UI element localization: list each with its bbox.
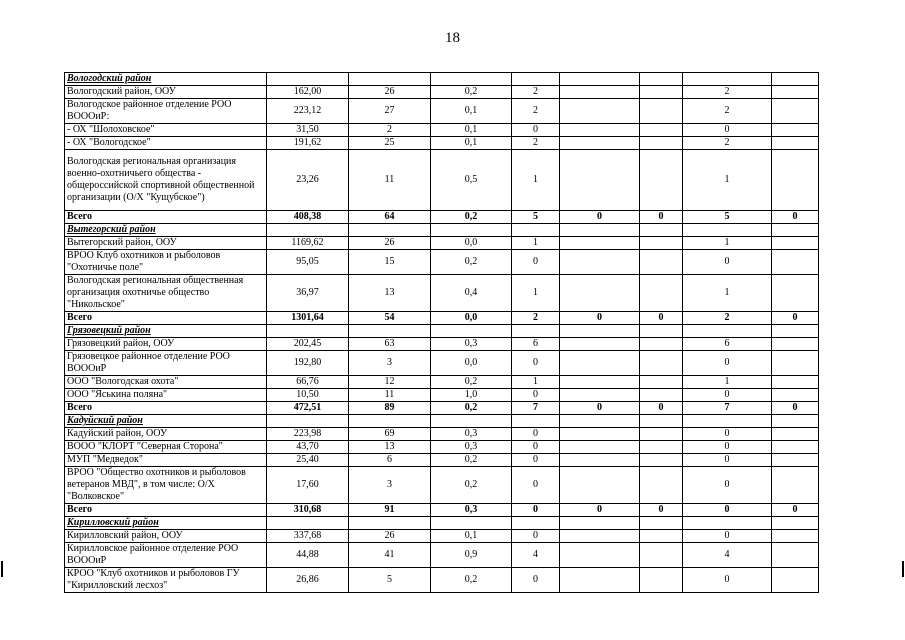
value-cell bbox=[560, 530, 640, 543]
value-cell bbox=[640, 150, 683, 211]
total-row bbox=[65, 504, 819, 517]
right-edge-mark bbox=[902, 561, 904, 577]
organization-name: Вологодский район, ООУ bbox=[65, 86, 267, 99]
organization-name: Грязовецкое районное отделение РОО ВОООиР bbox=[65, 351, 267, 376]
value-cell bbox=[640, 543, 683, 568]
value-cell bbox=[560, 99, 640, 124]
value-cell bbox=[640, 467, 683, 504]
empty-cell bbox=[683, 415, 772, 428]
value-cell bbox=[772, 467, 819, 504]
total-value-cell: 310,68 bbox=[267, 504, 349, 517]
table-row bbox=[65, 441, 819, 454]
value-cell: 0,3 bbox=[431, 441, 512, 454]
value-cell bbox=[640, 338, 683, 351]
empty-cell bbox=[683, 517, 772, 530]
value-cell: 41 bbox=[349, 543, 431, 568]
total-value-cell: 0 bbox=[560, 211, 640, 224]
value-cell bbox=[772, 99, 819, 124]
section-header bbox=[65, 224, 819, 237]
section-header bbox=[65, 415, 819, 428]
value-cell bbox=[640, 275, 683, 312]
table-row bbox=[65, 389, 819, 402]
total-value-cell: 0,0 bbox=[431, 312, 512, 325]
value-cell: 10,50 bbox=[267, 389, 349, 402]
value-cell: 1169,62 bbox=[267, 237, 349, 250]
value-cell: 223,12 bbox=[267, 99, 349, 124]
empty-cell bbox=[431, 415, 512, 428]
empty-cell bbox=[349, 224, 431, 237]
total-value-cell: 64 bbox=[349, 211, 431, 224]
table-row bbox=[65, 137, 819, 150]
value-cell bbox=[560, 275, 640, 312]
total-value-cell: 0 bbox=[560, 312, 640, 325]
organization-name: ВРОО "Общество охотников и рыболовов ветеранов МВД", в том числе: О/Х "Волковское" bbox=[65, 467, 267, 504]
value-cell bbox=[560, 428, 640, 441]
empty-cell bbox=[431, 224, 512, 237]
value-cell bbox=[640, 441, 683, 454]
table-row bbox=[65, 250, 819, 275]
value-cell bbox=[640, 86, 683, 99]
total-value-cell: 0 bbox=[560, 504, 640, 517]
total-value-cell: 0 bbox=[640, 312, 683, 325]
empty-cell bbox=[349, 73, 431, 86]
empty-cell bbox=[560, 415, 640, 428]
value-cell bbox=[772, 338, 819, 351]
value-cell: 0 bbox=[512, 250, 560, 275]
value-cell: 0 bbox=[683, 441, 772, 454]
value-cell bbox=[640, 568, 683, 593]
organization-name: Грязовецкий район, ООУ bbox=[65, 338, 267, 351]
value-cell: 0,2 bbox=[431, 250, 512, 275]
total-value-cell: 0,2 bbox=[431, 211, 512, 224]
empty-cell bbox=[512, 517, 560, 530]
table-row bbox=[65, 376, 819, 389]
total-value-cell: 0 bbox=[512, 504, 560, 517]
value-cell bbox=[640, 237, 683, 250]
total-value-cell: 7 bbox=[683, 402, 772, 415]
total-value-cell: 0 bbox=[772, 504, 819, 517]
table-row bbox=[65, 467, 819, 504]
value-cell: 0 bbox=[683, 428, 772, 441]
empty-cell bbox=[772, 73, 819, 86]
value-cell: 0 bbox=[512, 351, 560, 376]
hunting-grounds-table bbox=[64, 72, 819, 593]
value-cell bbox=[560, 543, 640, 568]
value-cell: 0 bbox=[683, 351, 772, 376]
organization-name: Кирилловский район, ООУ bbox=[65, 530, 267, 543]
total-value-cell: 0 bbox=[683, 504, 772, 517]
value-cell bbox=[772, 454, 819, 467]
organization-name: Кадуйский район, ООУ bbox=[65, 428, 267, 441]
value-cell: 191,62 bbox=[267, 137, 349, 150]
empty-cell bbox=[772, 325, 819, 338]
value-cell bbox=[560, 237, 640, 250]
value-cell: 25,40 bbox=[267, 454, 349, 467]
empty-cell bbox=[772, 517, 819, 530]
value-cell bbox=[560, 389, 640, 402]
empty-cell bbox=[560, 517, 640, 530]
value-cell: 0,2 bbox=[431, 568, 512, 593]
value-cell: 202,45 bbox=[267, 338, 349, 351]
value-cell: 25 bbox=[349, 137, 431, 150]
value-cell: 0,1 bbox=[431, 530, 512, 543]
value-cell: 0 bbox=[512, 441, 560, 454]
table-row bbox=[65, 99, 819, 124]
table-row bbox=[65, 351, 819, 376]
empty-cell bbox=[683, 224, 772, 237]
empty-cell bbox=[772, 415, 819, 428]
value-cell: 0,5 bbox=[431, 150, 512, 211]
value-cell: 36,97 bbox=[267, 275, 349, 312]
empty-cell bbox=[431, 73, 512, 86]
empty-cell bbox=[349, 325, 431, 338]
total-value-cell: 89 bbox=[349, 402, 431, 415]
organization-name: Кирилловское районное отделение РОО ВОООиР bbox=[65, 543, 267, 568]
value-cell bbox=[560, 124, 640, 137]
value-cell: 2 bbox=[683, 99, 772, 124]
empty-cell bbox=[512, 224, 560, 237]
value-cell: 3 bbox=[349, 467, 431, 504]
section-title: Вытегорский район bbox=[65, 224, 267, 237]
value-cell: 0,3 bbox=[431, 428, 512, 441]
value-cell bbox=[640, 351, 683, 376]
section-title: Кирилловский район bbox=[65, 517, 267, 530]
value-cell: 2 bbox=[683, 86, 772, 99]
value-cell: 27 bbox=[349, 99, 431, 124]
value-cell: 31,50 bbox=[267, 124, 349, 137]
total-value-cell: 0 bbox=[640, 402, 683, 415]
value-cell: 1,0 bbox=[431, 389, 512, 402]
value-cell: 26 bbox=[349, 237, 431, 250]
value-cell bbox=[772, 250, 819, 275]
value-cell: 66,76 bbox=[267, 376, 349, 389]
empty-cell bbox=[512, 415, 560, 428]
table-row bbox=[65, 150, 819, 211]
value-cell bbox=[772, 351, 819, 376]
value-cell: 0 bbox=[683, 568, 772, 593]
value-cell: 2 bbox=[512, 86, 560, 99]
empty-cell bbox=[640, 224, 683, 237]
value-cell: 337,68 bbox=[267, 530, 349, 543]
total-value-cell: 5 bbox=[683, 211, 772, 224]
value-cell: 1 bbox=[683, 275, 772, 312]
value-cell: 26,86 bbox=[267, 568, 349, 593]
section-title: Грязовецкий район bbox=[65, 325, 267, 338]
value-cell: 0 bbox=[512, 467, 560, 504]
value-cell: 13 bbox=[349, 441, 431, 454]
empty-cell bbox=[267, 415, 349, 428]
value-cell: 1 bbox=[512, 150, 560, 211]
value-cell bbox=[640, 124, 683, 137]
value-cell: 0,1 bbox=[431, 137, 512, 150]
total-row bbox=[65, 312, 819, 325]
value-cell: 44,88 bbox=[267, 543, 349, 568]
value-cell: 1 bbox=[683, 376, 772, 389]
empty-cell bbox=[512, 325, 560, 338]
value-cell: 1 bbox=[512, 376, 560, 389]
value-cell: 0,4 bbox=[431, 275, 512, 312]
value-cell: 2 bbox=[683, 137, 772, 150]
total-value-cell: 54 bbox=[349, 312, 431, 325]
total-value-cell: 0 bbox=[772, 402, 819, 415]
table-row bbox=[65, 86, 819, 99]
total-value-cell: 1301,64 bbox=[267, 312, 349, 325]
table-row bbox=[65, 338, 819, 351]
value-cell: 0 bbox=[683, 467, 772, 504]
empty-cell bbox=[640, 517, 683, 530]
value-cell: 0,3 bbox=[431, 338, 512, 351]
value-cell: 223,98 bbox=[267, 428, 349, 441]
value-cell: 1 bbox=[512, 237, 560, 250]
table-row bbox=[65, 568, 819, 593]
value-cell: 2 bbox=[512, 99, 560, 124]
value-cell: 0 bbox=[683, 124, 772, 137]
value-cell bbox=[772, 237, 819, 250]
table-row bbox=[65, 275, 819, 312]
total-label: Всего bbox=[65, 402, 267, 415]
value-cell: 0,2 bbox=[431, 376, 512, 389]
value-cell bbox=[560, 150, 640, 211]
value-cell: 0 bbox=[512, 124, 560, 137]
value-cell: 2 bbox=[349, 124, 431, 137]
value-cell: 0,1 bbox=[431, 99, 512, 124]
page-number: 18 bbox=[445, 30, 460, 46]
value-cell: 43,70 bbox=[267, 441, 349, 454]
total-value-cell: 2 bbox=[683, 312, 772, 325]
total-value-cell: 0,2 bbox=[431, 402, 512, 415]
value-cell: 0,0 bbox=[431, 351, 512, 376]
value-cell: 0,2 bbox=[431, 454, 512, 467]
total-value-cell: 5 bbox=[512, 211, 560, 224]
total-row bbox=[65, 211, 819, 224]
value-cell: 11 bbox=[349, 389, 431, 402]
organization-name: КРОО "Клуб охотников и рыболовов ГУ "Кирилловский лесхоз" bbox=[65, 568, 267, 593]
value-cell bbox=[640, 389, 683, 402]
value-cell: 6 bbox=[683, 338, 772, 351]
section-title: Вологодский район bbox=[65, 73, 267, 86]
table-row bbox=[65, 543, 819, 568]
total-value-cell: 0,3 bbox=[431, 504, 512, 517]
organization-name: ВРОО Клуб охотников и рыболовов "Охотничье поле" bbox=[65, 250, 267, 275]
empty-cell bbox=[512, 73, 560, 86]
value-cell: 0 bbox=[683, 389, 772, 402]
value-cell: 6 bbox=[512, 338, 560, 351]
value-cell bbox=[640, 376, 683, 389]
empty-cell bbox=[560, 73, 640, 86]
total-value-cell: 0 bbox=[772, 211, 819, 224]
value-cell bbox=[560, 568, 640, 593]
organization-name: ООО "Вологодская охота" bbox=[65, 376, 267, 389]
value-cell: 0,1 bbox=[431, 124, 512, 137]
value-cell bbox=[640, 454, 683, 467]
value-cell: 0 bbox=[683, 530, 772, 543]
value-cell: 0,2 bbox=[431, 86, 512, 99]
value-cell: 11 bbox=[349, 150, 431, 211]
value-cell: 1 bbox=[512, 275, 560, 312]
organization-name: ВОOO "КЛОРТ "Северная Сторона" bbox=[65, 441, 267, 454]
value-cell: 0,2 bbox=[431, 467, 512, 504]
value-cell: 0 bbox=[512, 568, 560, 593]
value-cell bbox=[772, 530, 819, 543]
value-cell bbox=[560, 376, 640, 389]
organization-name: Вологодское районное отделение РОО ВОООиР: bbox=[65, 99, 267, 124]
value-cell bbox=[560, 86, 640, 99]
total-value-cell: 7 bbox=[512, 402, 560, 415]
empty-cell bbox=[640, 415, 683, 428]
total-value-cell: 472,51 bbox=[267, 402, 349, 415]
section-header bbox=[65, 325, 819, 338]
total-row bbox=[65, 402, 819, 415]
table-row bbox=[65, 428, 819, 441]
value-cell: 6 bbox=[349, 454, 431, 467]
empty-cell bbox=[772, 224, 819, 237]
value-cell bbox=[772, 150, 819, 211]
value-cell bbox=[772, 86, 819, 99]
value-cell bbox=[772, 124, 819, 137]
total-value-cell: 0 bbox=[772, 312, 819, 325]
value-cell: 69 bbox=[349, 428, 431, 441]
value-cell bbox=[772, 376, 819, 389]
total-value-cell: 91 bbox=[349, 504, 431, 517]
value-cell bbox=[640, 428, 683, 441]
value-cell: 3 bbox=[349, 351, 431, 376]
section-title: Кадуйский район bbox=[65, 415, 267, 428]
empty-cell bbox=[431, 325, 512, 338]
value-cell: 192,80 bbox=[267, 351, 349, 376]
organization-name: Вологодская региональная организация военно-охотничьего общества - общероссийской спортивной общественной организации (О/Х "Кущубское") bbox=[65, 150, 267, 211]
value-cell: 26 bbox=[349, 530, 431, 543]
value-cell: 4 bbox=[683, 543, 772, 568]
empty-cell bbox=[267, 325, 349, 338]
value-cell: 2 bbox=[512, 137, 560, 150]
value-cell bbox=[560, 338, 640, 351]
value-cell: 0 bbox=[512, 389, 560, 402]
table-row bbox=[65, 454, 819, 467]
empty-cell bbox=[349, 517, 431, 530]
organization-name: МУП "Медведок" bbox=[65, 454, 267, 467]
value-cell: 0,0 bbox=[431, 237, 512, 250]
empty-cell bbox=[560, 224, 640, 237]
value-cell: 1 bbox=[683, 237, 772, 250]
value-cell bbox=[640, 250, 683, 275]
value-cell bbox=[772, 568, 819, 593]
total-label: Всего bbox=[65, 312, 267, 325]
value-cell: 162,00 bbox=[267, 86, 349, 99]
empty-cell bbox=[267, 517, 349, 530]
value-cell: 0 bbox=[512, 454, 560, 467]
value-cell: 0 bbox=[683, 250, 772, 275]
value-cell: 4 bbox=[512, 543, 560, 568]
organization-name: - ОХ "Вологодское" bbox=[65, 137, 267, 150]
value-cell bbox=[640, 99, 683, 124]
value-cell: 23,26 bbox=[267, 150, 349, 211]
value-cell: 95,05 bbox=[267, 250, 349, 275]
empty-cell bbox=[431, 517, 512, 530]
value-cell bbox=[640, 530, 683, 543]
value-cell: 0 bbox=[683, 454, 772, 467]
value-cell bbox=[560, 250, 640, 275]
empty-cell bbox=[560, 325, 640, 338]
total-label: Всего bbox=[65, 504, 267, 517]
empty-cell bbox=[349, 415, 431, 428]
table-row bbox=[65, 237, 819, 250]
table-row bbox=[65, 124, 819, 137]
value-cell: 1 bbox=[683, 150, 772, 211]
empty-cell bbox=[640, 73, 683, 86]
total-value-cell: 2 bbox=[512, 312, 560, 325]
value-cell: 5 bbox=[349, 568, 431, 593]
total-value-cell: 0 bbox=[640, 504, 683, 517]
value-cell: 12 bbox=[349, 376, 431, 389]
total-value-cell: 0 bbox=[560, 402, 640, 415]
value-cell: 15 bbox=[349, 250, 431, 275]
value-cell bbox=[772, 543, 819, 568]
empty-cell bbox=[683, 325, 772, 338]
empty-cell bbox=[640, 325, 683, 338]
value-cell bbox=[772, 137, 819, 150]
value-cell bbox=[772, 441, 819, 454]
value-cell: 0,9 bbox=[431, 543, 512, 568]
section-header bbox=[65, 73, 819, 86]
organization-name: ООО "Яськина поляна" bbox=[65, 389, 267, 402]
total-value-cell: 408,38 bbox=[267, 211, 349, 224]
organization-name: - ОХ "Шолоховское" bbox=[65, 124, 267, 137]
organization-name: Вытегорский район, ООУ bbox=[65, 237, 267, 250]
total-value-cell: 0 bbox=[640, 211, 683, 224]
empty-cell bbox=[683, 73, 772, 86]
value-cell bbox=[560, 351, 640, 376]
section-header bbox=[65, 517, 819, 530]
value-cell: 13 bbox=[349, 275, 431, 312]
value-cell bbox=[560, 454, 640, 467]
value-cell: 26 bbox=[349, 86, 431, 99]
left-edge-mark bbox=[1, 561, 3, 577]
organization-name: Вологодская региональная общественная организация охотничье общество "Никольское" bbox=[65, 275, 267, 312]
table-row bbox=[65, 530, 819, 543]
empty-cell bbox=[267, 73, 349, 86]
value-cell bbox=[772, 389, 819, 402]
value-cell bbox=[560, 441, 640, 454]
value-cell bbox=[640, 137, 683, 150]
value-cell bbox=[560, 467, 640, 504]
value-cell: 17,60 bbox=[267, 467, 349, 504]
value-cell bbox=[772, 275, 819, 312]
value-cell: 0 bbox=[512, 428, 560, 441]
empty-cell bbox=[267, 224, 349, 237]
value-cell bbox=[560, 137, 640, 150]
value-cell: 0 bbox=[512, 530, 560, 543]
value-cell: 63 bbox=[349, 338, 431, 351]
total-label: Всего bbox=[65, 211, 267, 224]
value-cell bbox=[772, 428, 819, 441]
